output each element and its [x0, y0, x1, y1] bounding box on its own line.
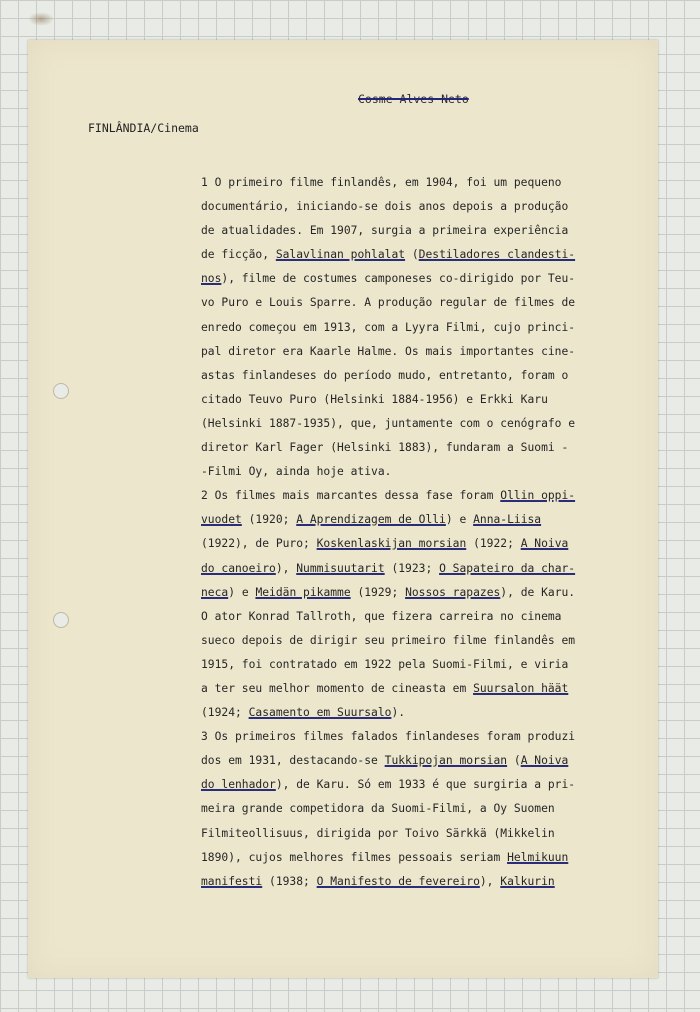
text-line [201, 701, 621, 725]
text-line [201, 532, 621, 556]
text-line [201, 749, 621, 773]
text-segment: ), filme de costumes camponeses co-dirigido por Teu- [221, 272, 576, 286]
text-line [201, 629, 621, 653]
text-segment: sueco depois de dirigir seu primeiro filme finlandês em [201, 633, 576, 647]
text-line [201, 484, 621, 508]
page-heading: FINLÂNDIA/Cinema [88, 121, 199, 135]
text-segment: meira grande competidora da Suomi-Filmi, a Oy Suomen [201, 802, 555, 816]
text-line [201, 846, 621, 870]
text-line [201, 508, 621, 532]
text-line [201, 291, 621, 315]
underlined-title: Casamento em Suursalo [248, 706, 392, 720]
underlined-title: Nossos rapazes [405, 585, 501, 599]
underlined-title: A Noiva [520, 754, 569, 768]
text-line [201, 557, 621, 581]
typed-page [28, 40, 658, 978]
text-segment: 3 Os primeiros filmes falados finlandeses foram produzi [201, 730, 576, 744]
text-segment: diretor Karl Fager (Helsinki 1883), fundaram a Suomi - [201, 441, 569, 455]
text-segment: ( [405, 248, 419, 262]
text-line [201, 243, 621, 267]
underlined-title: Meidän pikamme [255, 585, 351, 599]
text-segment: ) e [445, 513, 474, 527]
text-segment: (1922), de Puro; [201, 537, 317, 551]
rust-stain [28, 12, 54, 26]
text-line [201, 364, 621, 388]
underlined-title: Destiladores clandesti- [418, 248, 576, 262]
text-line [201, 822, 621, 846]
underlined-title: manifesti [201, 874, 263, 888]
text-line [201, 605, 621, 629]
text-line [201, 773, 621, 797]
underlined-title: Ollin oppi- [500, 489, 576, 503]
text-line [201, 219, 621, 243]
underlined-title: O Sapateiro da char- [439, 561, 576, 575]
text-segment: ( [507, 754, 521, 768]
text-segment: ), de Karu. [500, 585, 576, 599]
text-line [201, 677, 621, 701]
text-segment: (1929; [350, 585, 406, 599]
text-segment: de ficção, [201, 248, 276, 262]
text-line [201, 725, 621, 749]
text-segment: 1915, foi contratado em 1922 pela Suomi-Filmi, e viria [201, 657, 569, 671]
underlined-title: neca [201, 585, 229, 599]
body-text [201, 171, 621, 894]
text-segment: astas finlandeses do período mudo, entretanto, foram o [201, 368, 569, 382]
text-segment: ). [391, 706, 406, 720]
text-segment: O ator Konrad Tallroth, que fizera carreira no cinema [201, 609, 562, 623]
underlined-title: O Manifesto de fevereiro [316, 874, 480, 888]
text-segment: (1923; [384, 561, 440, 575]
text-segment: de atualidades. Em 1907, surgia a primeira experiência [201, 224, 569, 238]
text-line [201, 870, 621, 894]
text-line [201, 171, 621, 195]
text-segment: vo Puro e Louis Sparre. A produção regular de filmes de [201, 296, 576, 310]
text-segment: citado Teuvo Puro (Helsinki 1884-1956) e Erkki Karu [201, 392, 548, 406]
text-line [201, 581, 621, 605]
text-line [201, 340, 621, 364]
underlined-title: do lenhador [201, 778, 276, 792]
text-segment: 1890), cujos melhores filmes pessoais seriam [201, 850, 508, 864]
text-segment: ) e [228, 585, 256, 599]
author-name: Cosme Alves Neto [358, 92, 469, 106]
text-line [201, 653, 621, 677]
underlined-title: Nummisuutarit [296, 561, 385, 575]
text-segment: -Filmi Oy, ainda hoje ativa. [201, 465, 392, 479]
text-segment: ), de Karu. Só em 1933 é que surgiria a pri- [275, 778, 576, 792]
text-segment: dos em 1931, destacando-se [201, 754, 385, 768]
underlined-title: Suursalon häät [473, 681, 569, 695]
text-line [201, 460, 621, 484]
text-line [201, 388, 621, 412]
underlined-title: Salavlinan pohlalat [275, 248, 406, 262]
underlined-title: Koskenlaskijan morsian [316, 537, 467, 551]
text-line [201, 195, 621, 219]
underlined-title: Anna-Liisa [473, 513, 542, 527]
text-segment: Filmiteollisuus, dirigida por Toivo Särkkä (Mikkelin [201, 826, 555, 840]
text-segment: 2 Os filmes mais marcantes dessa fase foram [201, 489, 501, 503]
underlined-title: do canoeiro [201, 561, 276, 575]
underlined-title: A Aprendizagem de Olli [296, 513, 446, 527]
underlined-title: Tukkipojan morsian [384, 754, 508, 768]
text-segment: (1920; [241, 513, 297, 527]
text-segment: (1938; [262, 874, 317, 888]
text-line [201, 316, 621, 340]
text-segment: enredo começou em 1913, com a Lyyra Filmi, cujo princi- [201, 320, 576, 334]
text-line [201, 267, 621, 291]
punch-hole [53, 612, 69, 628]
text-segment: a ter seu melhor momento de cineasta em [201, 681, 474, 695]
text-line [201, 797, 621, 821]
text-segment: pal diretor era Kaarle Halme. Os mais importantes cine- [201, 344, 576, 358]
text-segment: ), [479, 874, 501, 888]
text-segment: (1922; [466, 537, 521, 551]
text-segment: 1 O primeiro filme finlandês, em 1904, foi um pequeno [201, 176, 562, 189]
text-segment: documentário, iniciando-se dois anos depois a produção [201, 200, 569, 214]
underlined-title: Helmikuun [507, 850, 569, 864]
underlined-title: nos [201, 272, 222, 286]
text-segment: (1924; [201, 706, 249, 720]
underlined-title: A Noiva [520, 537, 569, 551]
text-line [201, 412, 621, 436]
underlined-title: vuodet [201, 513, 242, 527]
text-line [201, 436, 621, 460]
punch-hole [53, 383, 69, 399]
text-segment: ), [275, 561, 297, 575]
text-segment: (Helsinki 1887-1935), que, juntamente com o cenógrafo e [201, 416, 576, 430]
underlined-title: Kalkurin [500, 874, 555, 888]
